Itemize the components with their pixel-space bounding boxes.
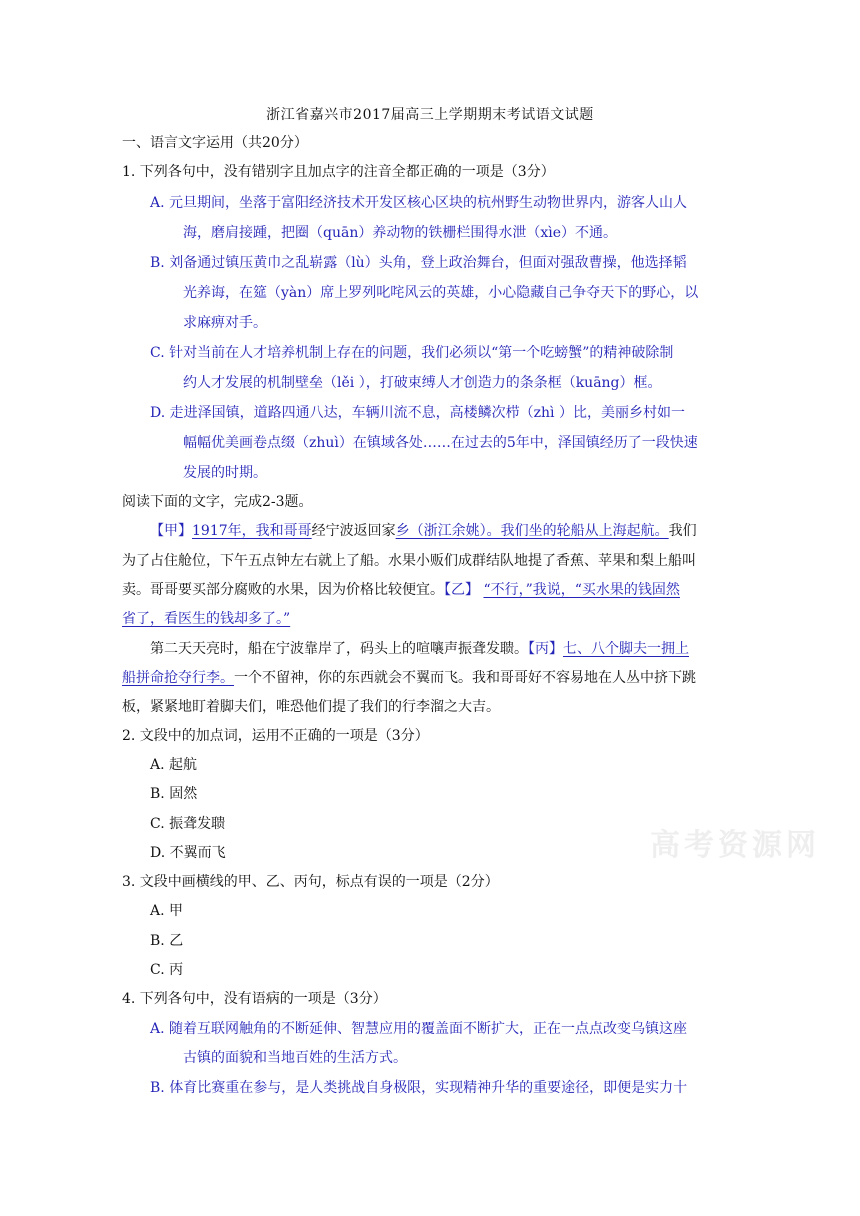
q2-option-d: D. 不翼而飞 xyxy=(150,845,226,861)
question-1-stem: 1. 下列各句中，没有错别字且加点字的注音全都正确的一项是（3分） xyxy=(122,164,555,180)
q2-option-b: B. 固然 xyxy=(150,786,198,802)
q1-option-d-line1: D. 走进泽国镇，道路四通八达，车辆川流不息，高楼鳞次栉（zhì ）比，美丽乡村如一 xyxy=(150,405,685,421)
passage-para2-line2 xyxy=(122,668,696,688)
q1-option-a-line1: A. 元旦期间，坐落于富阳经济技术开发区核心区块的杭州野生动物世界内，游客人山人 xyxy=(150,195,688,211)
passage-para2-line3: 板，紧紧地盯着脚夫们，唯恐他们提了我们的行李溜之大吉。 xyxy=(122,699,500,715)
reading-intro: 阅读下面的文字，完成2-3题。 xyxy=(122,494,313,510)
marker-jia: 【甲】 xyxy=(150,523,192,539)
sentence-bing-part2: 船拼命抢夺行李。 xyxy=(122,670,234,686)
q2-option-a: A. 起航 xyxy=(150,757,198,773)
section-heading: 一、语言文字运用（共20分） xyxy=(122,135,308,151)
marker-bing: 【丙】 xyxy=(528,641,563,657)
passage-para1-line1 xyxy=(150,521,697,541)
sentence-yi-part1: “不行，”我说，“买水果的钱固然 xyxy=(483,582,680,598)
passage-text: 我们 xyxy=(668,523,697,539)
q1-option-c-line2: 约人才发展的机制壁垒（lěi ），打破束缚人才创造力的条条框（kuāng）框。 xyxy=(183,375,662,391)
q1-option-a-line2: 海，磨肩接踵，把圈（quān）养动物的铁栅栏围得水泄（xìe）不通。 xyxy=(183,225,617,241)
passage-text: 一个不留神，你的东西就会不翼而飞。我和哥哥好不容易地在人丛中挤下跳 xyxy=(234,670,696,686)
passage-para1-line2: 为了占住舱位，下午五点钟左右就上了船。水果小贩们成群结队地提了香蕉、苹果和梨上船叫 xyxy=(122,553,696,569)
sentence-jia-part1: 1917年，我和哥哥 xyxy=(192,523,312,539)
sentence-jia-part2: 乡（浙江余姚）。我们坐的轮船从上海起航。 xyxy=(395,523,669,539)
q1-option-d-line2: 幅幅优美画卷点缀（zhuì）在镇域各处……在过去的5年中，泽国镇经历了一段快速 xyxy=(183,435,698,451)
question-4-stem: 4. 下列各句中，没有语病的一项是（3分） xyxy=(122,991,387,1007)
q4-option-b-line1: B. 体育比赛重在参与，是人类挑战自身极限，实现精神升华的重要途径，即便是实力十 xyxy=(150,1080,688,1096)
passage-text: 第二天天亮时，船在宁波靠岸了，码头上的喧嚷声振聋发聩。 xyxy=(150,641,528,657)
question-2-stem: 2. 文段中的加点词，运用不正确的一项是（3分） xyxy=(122,728,429,744)
q2-option-c: C. 振聋发聩 xyxy=(150,816,226,832)
passage-text: 经宁波返回家 xyxy=(311,523,396,539)
q3-option-c: C. 丙 xyxy=(150,962,184,978)
passage-para2-line1 xyxy=(150,639,689,659)
marker-yi: 【乙】 xyxy=(444,582,479,598)
q1-option-b-line1: B. 刘备通过镇压黄巾之乱崭露（lù）头角，登上政治舞台，但面对强敌曹操，他选择韬 xyxy=(150,255,687,271)
q3-option-b: B. 乙 xyxy=(150,933,184,949)
sentence-yi-part2: 省了，看医生的钱却多了。” xyxy=(122,611,291,627)
question-3-stem: 3. 文段中画横线的甲、乙、丙句，标点有误的一项是（2分） xyxy=(122,874,499,890)
q1-option-b-line2: 光养诲，在筵（yàn）席上罗列叱咤风云的英雄，小心隐藏自己争夺天下的野心，以 xyxy=(183,285,699,301)
passage-para1-line3 xyxy=(122,580,680,600)
passage-text: 卖。哥哥要买部分腐败的水果，因为价格比较便宜。 xyxy=(122,582,444,598)
q3-option-a: A. 甲 xyxy=(150,903,184,919)
q1-option-c-line1: C. 针对当前在人才培养机制上存在的问题，我们必须以“第一个吃螃蟹”的精神破除制 xyxy=(150,345,674,361)
q1-option-b-line3: 求麻痹对手。 xyxy=(183,315,267,331)
q4-option-a-line1: A. 随着互联网触角的不断延伸、智慧应用的覆盖面不断扩大，正在一点点改变乌镇这座 xyxy=(150,1021,688,1037)
watermark: 高考资源网 xyxy=(650,828,820,863)
sentence-bing-part1: 七、八个脚夫一拥上 xyxy=(563,641,689,657)
q1-option-d-line3: 发展的时期。 xyxy=(183,465,267,481)
page-title: 浙江省嘉兴市2017届高三上学期期末考试语文试题 xyxy=(266,107,594,123)
q4-option-a-line2: 古镇的面貌和当地百姓的生活方式。 xyxy=(183,1050,407,1066)
